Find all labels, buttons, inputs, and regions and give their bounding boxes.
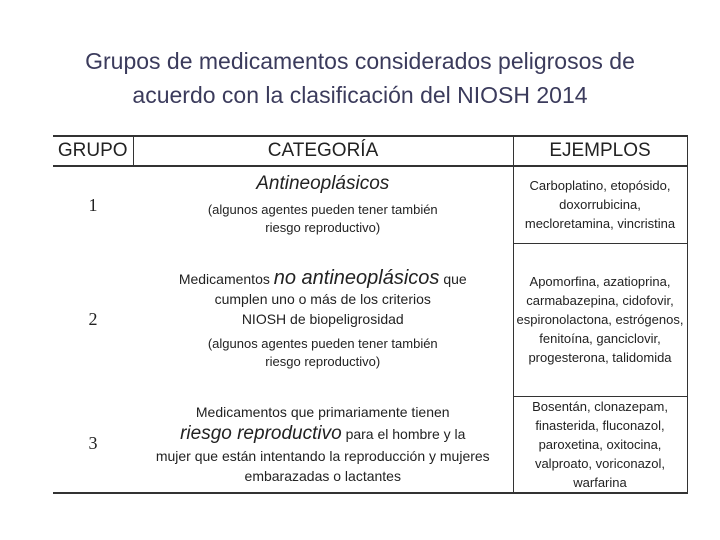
category-post: que [443, 271, 467, 287]
table-header-row [53, 136, 687, 166]
category-note: (algunos agentes pueden tener también riesgo reproductivo) [207, 202, 438, 235]
category-main: Antineoplásicos [256, 173, 390, 194]
title-line-1: Grupos de medicamentos considerados peligrosos de [85, 48, 635, 74]
group-number: 2 [88, 309, 98, 329]
category-post: para el hombre y la [345, 425, 466, 442]
examples-cell: Carboplatino, etopósido, doxorrubicina, mecloretamina, vincristina [513, 166, 687, 243]
drug-group-table [53, 135, 688, 494]
page-title [30, 44, 690, 112]
table-row [53, 396, 687, 493]
group-number: 3 [53, 396, 133, 493]
category-line-3: mujer que están intentando la reproducción y mujeres embarazadas o lactantes [155, 447, 490, 484]
category-cell [133, 396, 513, 493]
category-line-1: Medicamentos que primariamente tienen [195, 403, 450, 420]
category-emphasis: riesgo reproductivo [180, 422, 342, 444]
category-pre: Medicamentos [178, 271, 270, 287]
group-number: 1 [88, 194, 98, 215]
table-row [53, 243, 687, 396]
examples-cell: Apomorfina, azatioprina, carmabazepina, cidofovir, espironolactona, estrógenos, fenitoína, ganciclovir, progesterona, talidomida [513, 243, 687, 396]
title-line-2: acuerdo con la clasificación del NIOSH 2014 [132, 82, 588, 108]
examples-cell: Bosentán, clonazepam, finasterida, fluconazol, paroxetina, oxitocina, valproato, voriconazol, warfarina [513, 396, 687, 493]
category-line-2: cumplen uno o más de los criterios NIOSH de biopeligrosidad [214, 291, 431, 327]
category-note: (algunos agentes pueden tener también riesgo reproductivo) [207, 336, 438, 369]
category-cell [133, 243, 513, 396]
category-line-1 [133, 268, 513, 289]
table-row [53, 166, 687, 243]
header-group: GRUPO [53, 136, 133, 166]
category-cell [133, 166, 513, 243]
category-emphasis: no antineoplásicos [273, 267, 440, 289]
header-examples: EJEMPLOS [513, 136, 687, 166]
header-category: CATEGORÍA [133, 136, 513, 166]
category-line-2 [133, 424, 513, 444]
